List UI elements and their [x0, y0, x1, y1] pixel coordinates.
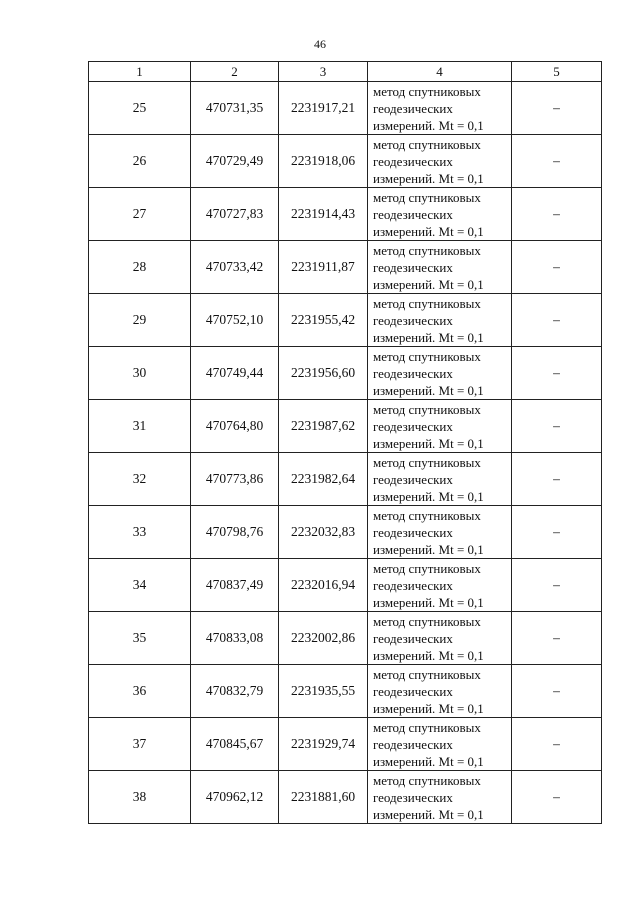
method-line: геодезических	[373, 153, 453, 169]
method-line: метод спутниковых	[373, 507, 481, 523]
method-line: метод спутниковых	[373, 613, 481, 629]
note-cell: –	[512, 559, 602, 612]
column-header-2: 2	[191, 62, 279, 82]
method-line: метод спутниковых	[373, 719, 481, 735]
column-header-4: 4	[368, 62, 512, 82]
method-line: метод спутниковых	[373, 560, 481, 576]
method-line: измерений. Mt = 0,1	[373, 223, 484, 239]
method-line: метод спутниковых	[373, 401, 481, 417]
method-line: метод спутниковых	[373, 242, 481, 258]
y-coordinate-cell: 2232002,86	[279, 612, 368, 665]
method-cell	[368, 771, 512, 824]
y-coordinate-cell: 2231914,43	[279, 188, 368, 241]
method-cell	[368, 718, 512, 771]
note-cell: –	[512, 188, 602, 241]
table-row	[89, 400, 602, 453]
x-coordinate-cell: 470798,76	[191, 506, 279, 559]
table-row	[89, 506, 602, 559]
method-line: геодезических	[373, 206, 453, 222]
x-coordinate-cell: 470845,67	[191, 718, 279, 771]
method-line: геодезических	[373, 365, 453, 381]
table-row	[89, 771, 602, 824]
y-coordinate-cell: 2231987,62	[279, 400, 368, 453]
point-number-cell: 26	[89, 135, 191, 188]
point-number-cell: 31	[89, 400, 191, 453]
page-number: 46	[314, 37, 326, 51]
point-number-cell: 36	[89, 665, 191, 718]
column-header-3: 3	[279, 62, 368, 82]
x-coordinate-cell: 470837,49	[191, 559, 279, 612]
method-line: измерений. Mt = 0,1	[373, 329, 484, 345]
point-number-cell: 33	[89, 506, 191, 559]
method-line: измерений. Mt = 0,1	[373, 647, 484, 663]
method-line: метод спутниковых	[373, 189, 481, 205]
method-line: измерений. Mt = 0,1	[373, 276, 484, 292]
method-line: измерений. Mt = 0,1	[373, 753, 484, 769]
table-row	[89, 347, 602, 400]
point-number-cell: 35	[89, 612, 191, 665]
y-coordinate-cell: 2231917,21	[279, 82, 368, 135]
note-cell: –	[512, 294, 602, 347]
method-cell	[368, 135, 512, 188]
x-coordinate-cell: 470729,49	[191, 135, 279, 188]
table-row	[89, 82, 602, 135]
method-line: метод спутниковых	[373, 772, 481, 788]
table-row	[89, 718, 602, 771]
table-row	[89, 294, 602, 347]
method-line: метод спутниковых	[373, 295, 481, 311]
x-coordinate-cell: 470727,83	[191, 188, 279, 241]
method-line: геодезических	[373, 312, 453, 328]
method-line: метод спутниковых	[373, 136, 481, 152]
method-line: метод спутниковых	[373, 348, 481, 364]
table-row	[89, 453, 602, 506]
y-coordinate-cell: 2231911,87	[279, 241, 368, 294]
method-cell	[368, 82, 512, 135]
method-cell	[368, 241, 512, 294]
method-line: геодезических	[373, 259, 453, 275]
note-cell: –	[512, 82, 602, 135]
method-line: измерений. Mt = 0,1	[373, 435, 484, 451]
table-row	[89, 188, 602, 241]
method-line: измерений. Mt = 0,1	[373, 382, 484, 398]
method-line: метод спутниковых	[373, 83, 481, 99]
y-coordinate-cell: 2231955,42	[279, 294, 368, 347]
table-row	[89, 612, 602, 665]
note-cell: –	[512, 400, 602, 453]
point-number-cell: 38	[89, 771, 191, 824]
method-cell	[368, 400, 512, 453]
x-coordinate-cell: 470731,35	[191, 82, 279, 135]
method-line: геодезических	[373, 736, 453, 752]
y-coordinate-cell: 2231935,55	[279, 665, 368, 718]
point-number-cell: 32	[89, 453, 191, 506]
note-cell: –	[512, 612, 602, 665]
note-cell: –	[512, 241, 602, 294]
note-cell: –	[512, 135, 602, 188]
y-coordinate-cell: 2231982,64	[279, 453, 368, 506]
table-body	[89, 82, 602, 824]
method-line: геодезических	[373, 577, 453, 593]
method-cell	[368, 612, 512, 665]
x-coordinate-cell: 470773,86	[191, 453, 279, 506]
method-line: измерений. Mt = 0,1	[373, 488, 484, 504]
y-coordinate-cell: 2231929,74	[279, 718, 368, 771]
x-coordinate-cell: 470833,08	[191, 612, 279, 665]
method-line: измерений. Mt = 0,1	[373, 700, 484, 716]
note-cell: –	[512, 506, 602, 559]
method-cell	[368, 188, 512, 241]
method-line: метод спутниковых	[373, 666, 481, 682]
x-coordinate-cell: 470749,44	[191, 347, 279, 400]
method-line: геодезических	[373, 630, 453, 646]
coordinates-table	[88, 61, 602, 824]
method-line: геодезических	[373, 100, 453, 116]
note-cell: –	[512, 347, 602, 400]
point-number-cell: 34	[89, 559, 191, 612]
method-line: измерений. Mt = 0,1	[373, 806, 484, 822]
method-cell	[368, 453, 512, 506]
y-coordinate-cell: 2232032,83	[279, 506, 368, 559]
table-row	[89, 559, 602, 612]
y-coordinate-cell: 2231956,60	[279, 347, 368, 400]
column-header-1: 1	[89, 62, 191, 82]
y-coordinate-cell: 2231881,60	[279, 771, 368, 824]
table-row	[89, 665, 602, 718]
note-cell: –	[512, 453, 602, 506]
x-coordinate-cell: 470962,12	[191, 771, 279, 824]
table-header-row	[89, 62, 602, 82]
method-cell	[368, 294, 512, 347]
method-line: измерений. Mt = 0,1	[373, 594, 484, 610]
method-line: геодезических	[373, 789, 453, 805]
point-number-cell: 27	[89, 188, 191, 241]
method-line: геодезических	[373, 418, 453, 434]
point-number-cell: 28	[89, 241, 191, 294]
x-coordinate-cell: 470733,42	[191, 241, 279, 294]
x-coordinate-cell: 470764,80	[191, 400, 279, 453]
method-line: геодезических	[373, 683, 453, 699]
method-line: геодезических	[373, 524, 453, 540]
method-cell	[368, 665, 512, 718]
method-cell	[368, 559, 512, 612]
method-line: измерений. Mt = 0,1	[373, 541, 484, 557]
point-number-cell: 29	[89, 294, 191, 347]
x-coordinate-cell: 470832,79	[191, 665, 279, 718]
point-number-cell: 30	[89, 347, 191, 400]
method-cell	[368, 506, 512, 559]
point-number-cell: 25	[89, 82, 191, 135]
table-row	[89, 135, 602, 188]
table-row	[89, 241, 602, 294]
method-line: геодезических	[373, 471, 453, 487]
method-line: измерений. Mt = 0,1	[373, 170, 484, 186]
note-cell: –	[512, 771, 602, 824]
method-line: метод спутниковых	[373, 454, 481, 470]
x-coordinate-cell: 470752,10	[191, 294, 279, 347]
note-cell: –	[512, 718, 602, 771]
point-number-cell: 37	[89, 718, 191, 771]
method-cell	[368, 347, 512, 400]
y-coordinate-cell: 2231918,06	[279, 135, 368, 188]
note-cell: –	[512, 665, 602, 718]
method-line: измерений. Mt = 0,1	[373, 117, 484, 133]
y-coordinate-cell: 2232016,94	[279, 559, 368, 612]
column-header-5: 5	[512, 62, 602, 82]
